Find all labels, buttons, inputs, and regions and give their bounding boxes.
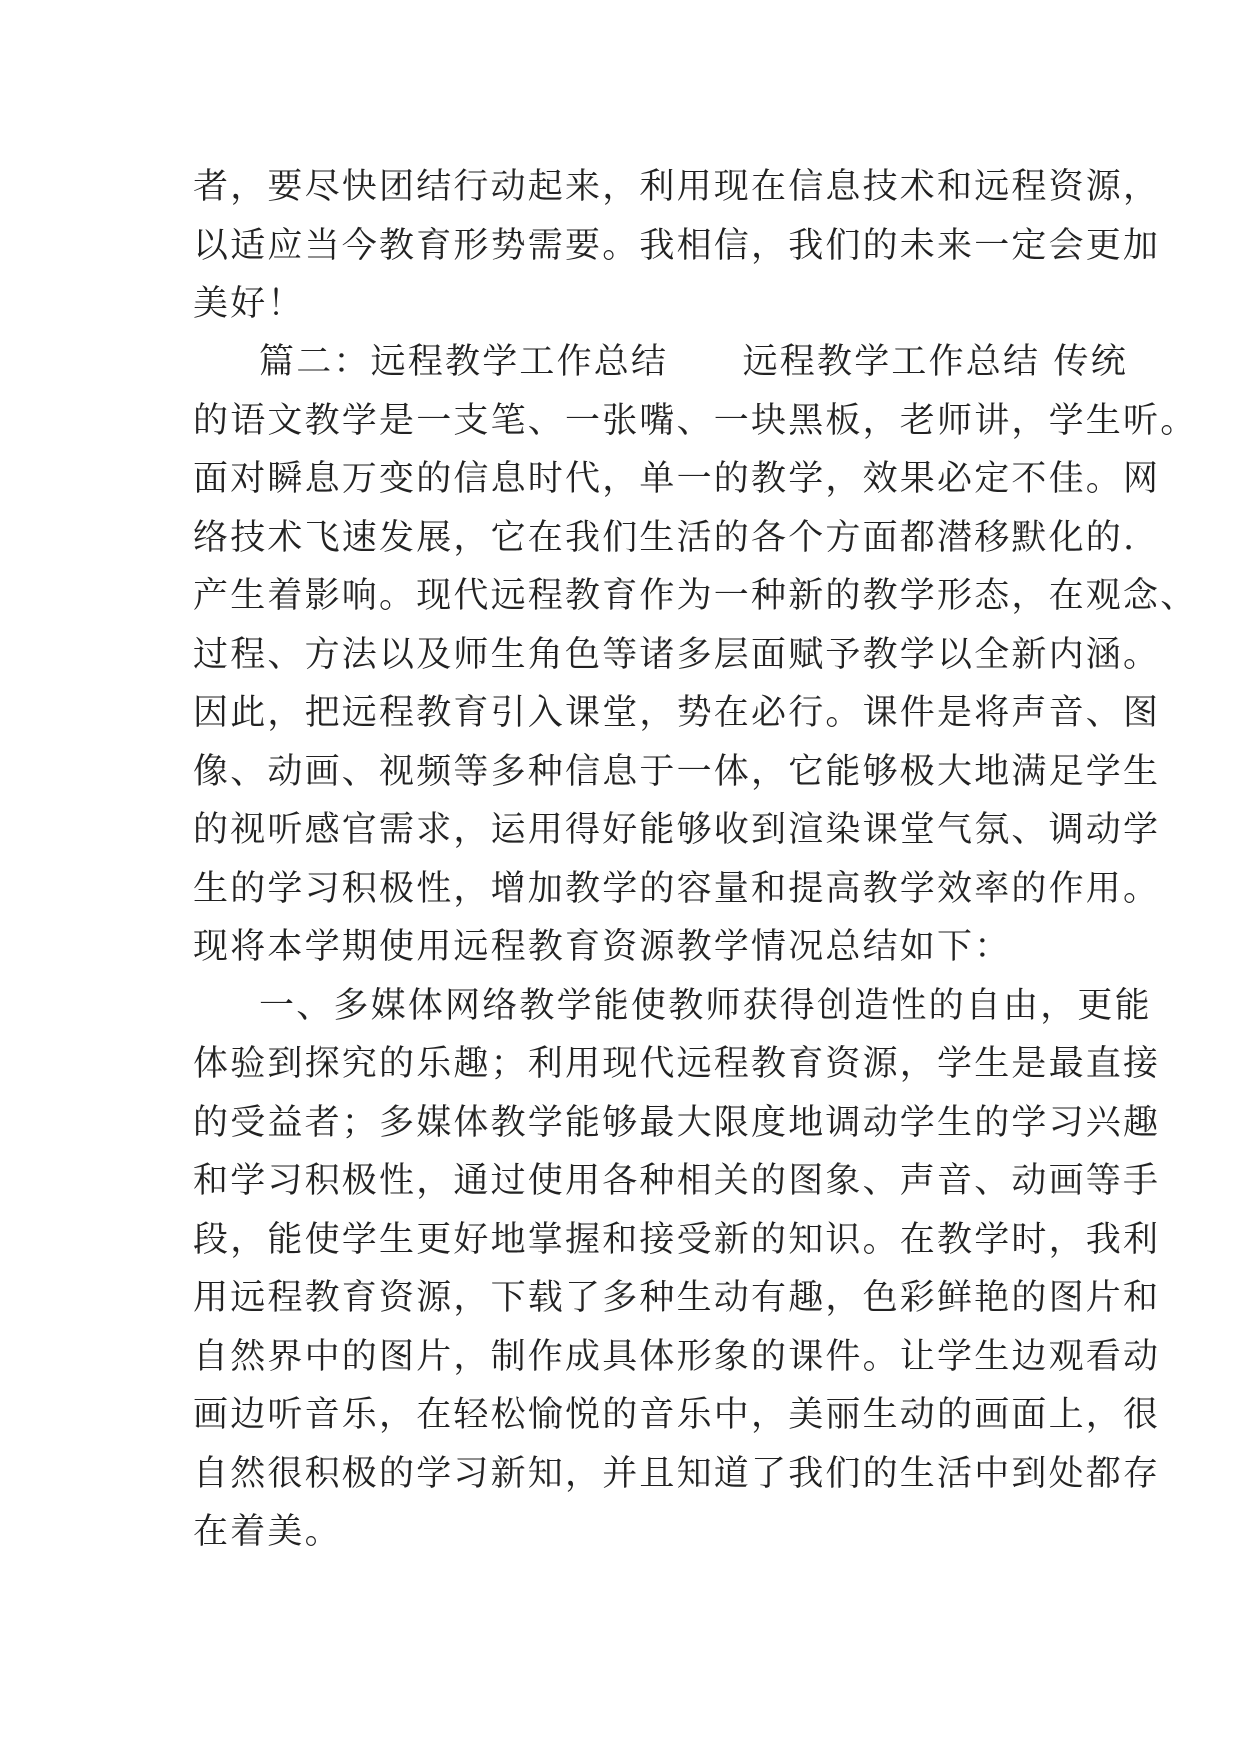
text-line: 体验到探究的乐趣；利用现代远程教育资源，学生是最直接 [193,1044,1161,1084]
text-line: 生的学习积极性，增加教学的容量和提高教学效率的作用。 [193,868,1161,909]
section-heading-line: 篇二：远程教学工作总结 远程教学工作总结 传统 [259,342,1128,382]
text-line: 画边听音乐，在轻松愉悦的音乐中，美丽生动的画面上，很 [193,1395,1161,1435]
text-line: 者，要尽快团结行动起来，利用现在信息技术和远程资源， [193,167,1161,207]
text-line: 因此，把远程教育引入课堂，势在必行。课件是将声音、图 [193,693,1161,733]
text-line: 面对瞬息万变的信息时代，单一的教学，效果必定不佳。网 [193,459,1161,499]
text-line: 的视听感官需求，运用得好能够收到渲染课堂气氛、调动学 [193,810,1161,850]
section-two [193,333,1198,1562]
text-line: 美好！ [193,284,305,324]
paragraph-start-line: 一、多媒体网络教学能使教师获得创造性的自由，更能 [259,985,1152,1026]
text-line: 以适应当今教育形势需要。我相信，我们的未来一定会更加 [193,225,1161,266]
text-line: 络技术飞速发展，它在我们生活的各个方面都潜移默化的. [193,517,1137,558]
text-line: 段，能使学生更好地掌握和接受新的知识。在教学时，我利 [193,1219,1161,1260]
text-line: 在着美。 [193,1512,342,1552]
paragraph-continuation [193,158,1161,334]
text-line: 像、动画、视频等多种信息于一体，它能够极大地满足学生 [193,751,1161,792]
text-line: 自然很积极的学习新知，并且知道了我们的生活中到处都存 [193,1453,1161,1494]
text-line: 的语文教学是一支笔、一张嘴、一块黑板，老师讲，学生听。 [193,400,1198,441]
text-line: 现将本学期使用远程教育资源教学情况总结如下： [193,927,1012,967]
text-line: 产生着影响。现代远程教育作为一种新的教学形态，在观念、 [193,576,1198,616]
text-line: 用远程教育资源，下载了多种生动有趣，色彩鲜艳的图片和 [193,1278,1161,1318]
text-line: 的受益者；多媒体教学能够最大限度地调动学生的学习兴趣 [193,1102,1161,1143]
text-line: 和学习积极性，通过使用各种相关的图象、声音、动画等手 [193,1161,1161,1201]
text-line: 自然界中的图片，制作成具体形象的课件。让学生边观看动 [193,1336,1161,1377]
text-line: 过程、方法以及师生角色等诸多层面赋予教学以全新内涵。 [193,634,1161,675]
